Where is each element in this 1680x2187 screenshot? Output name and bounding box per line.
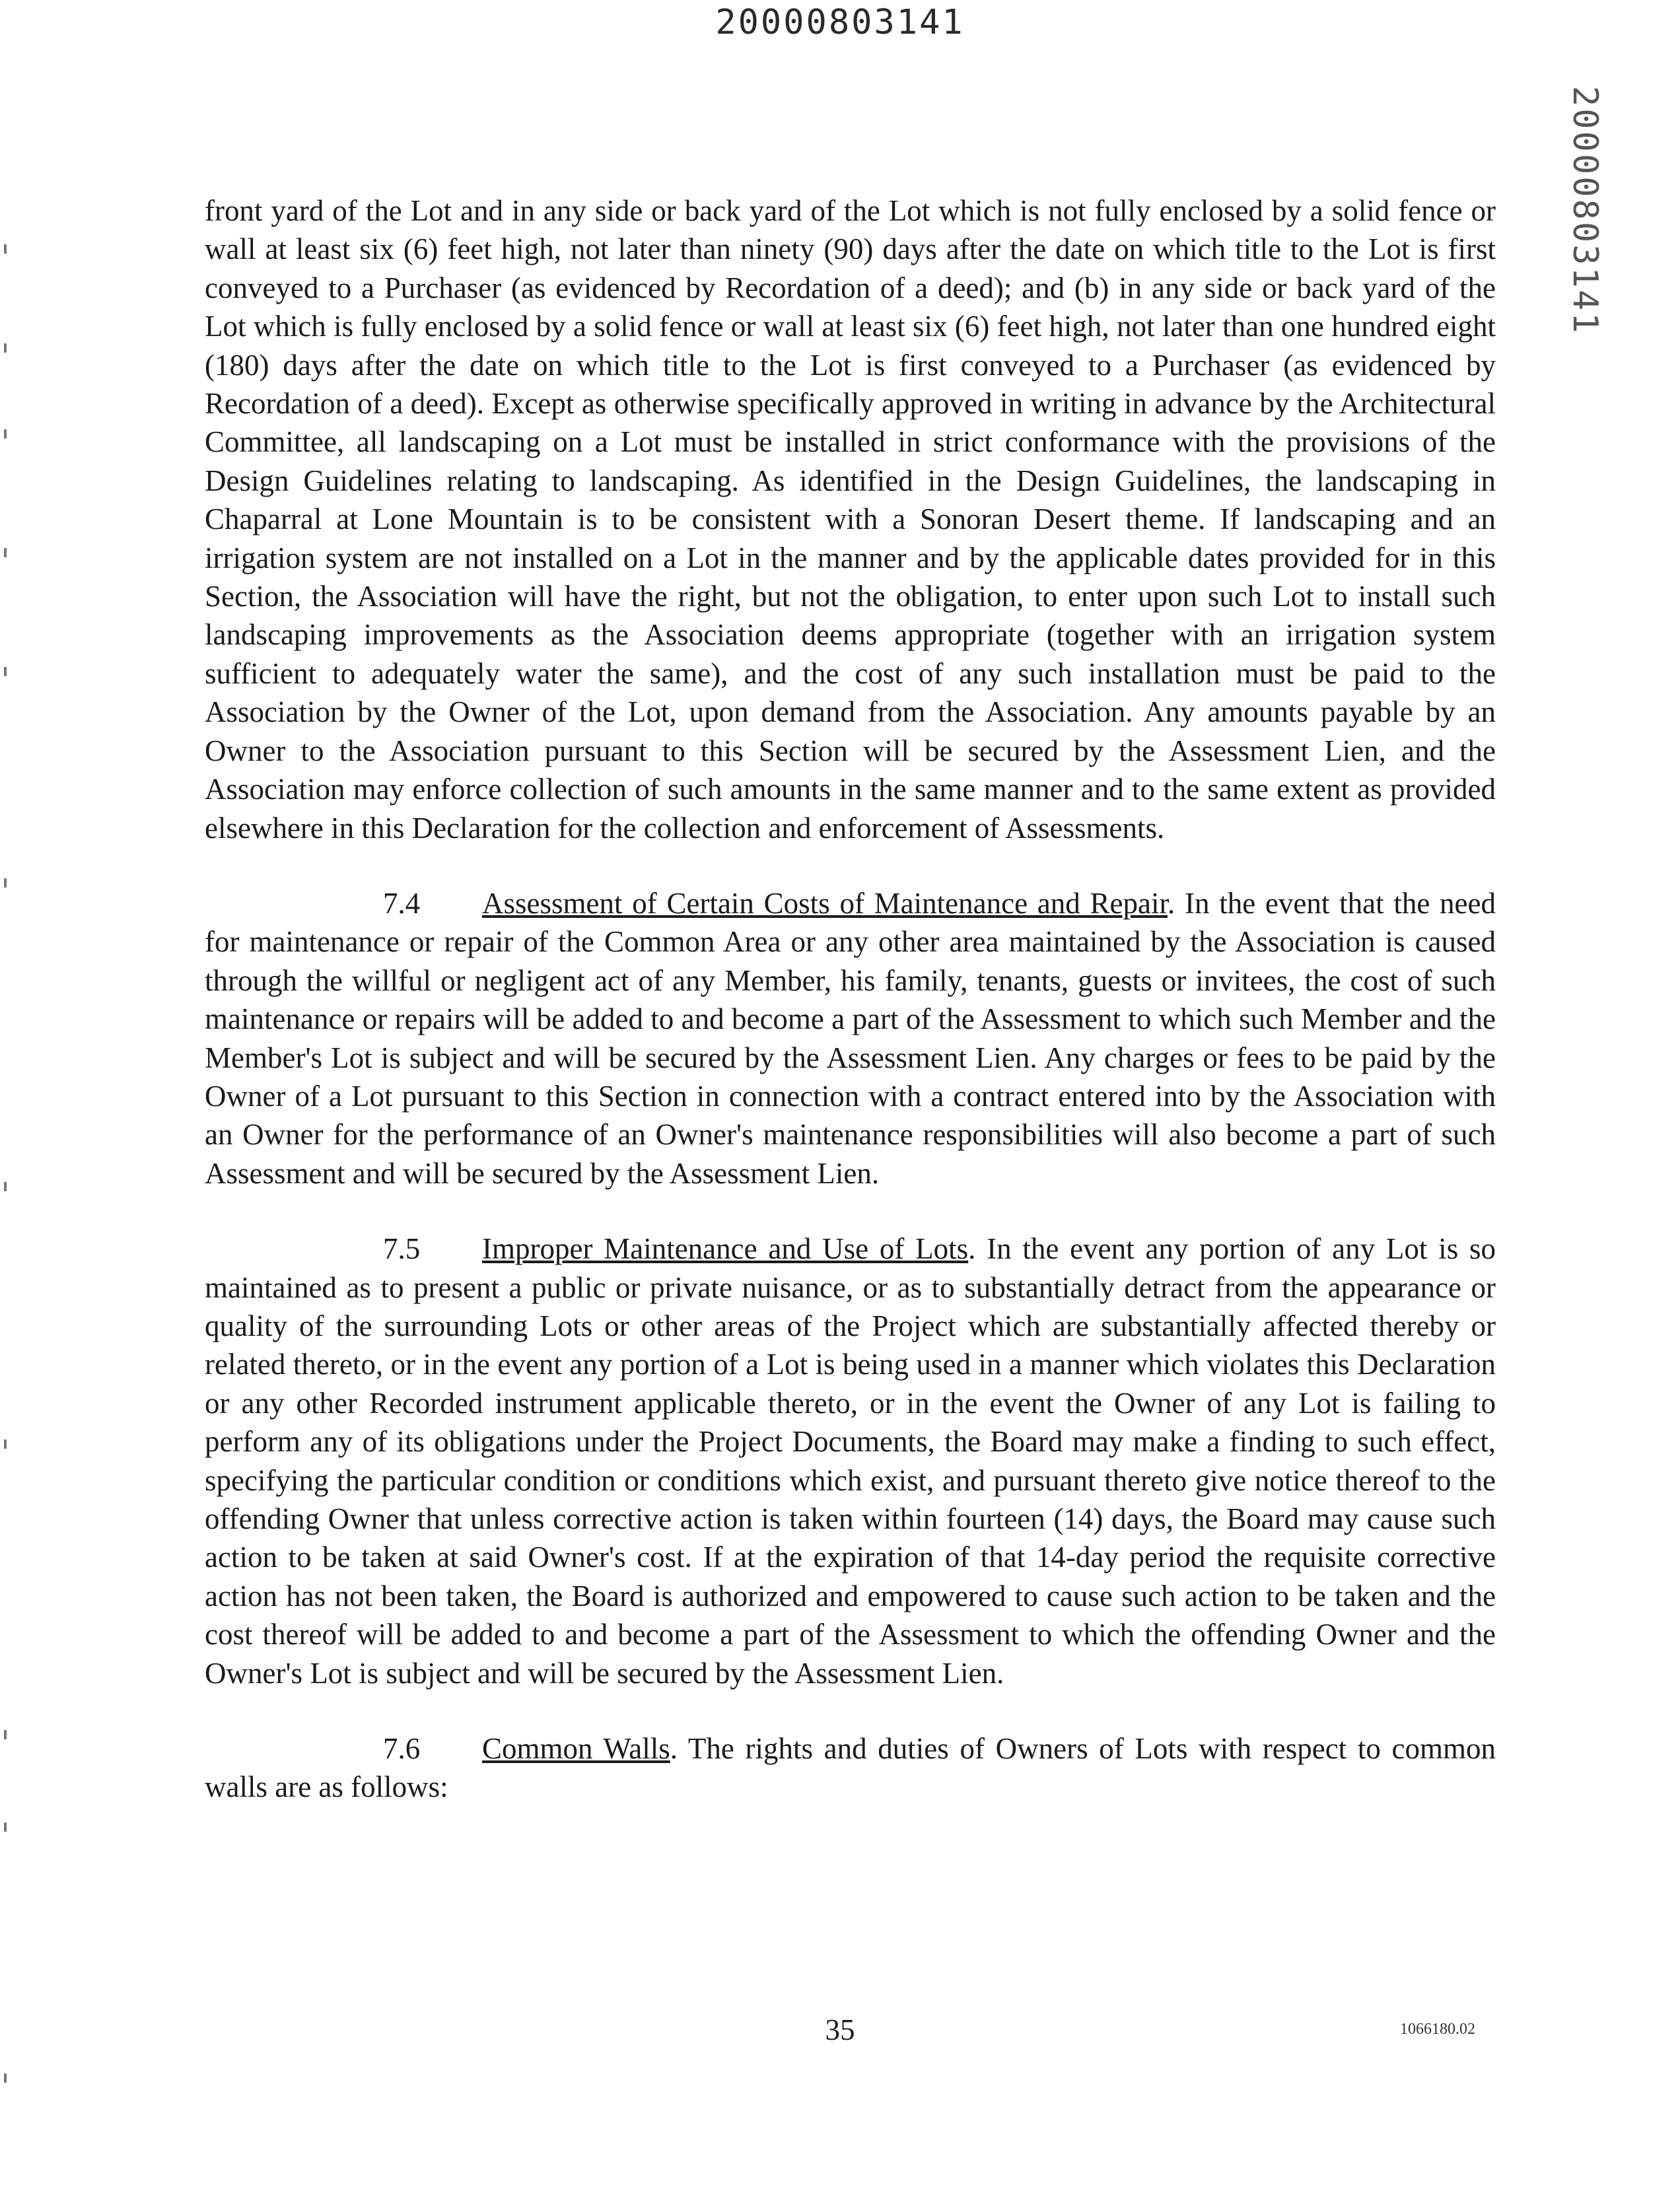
section-text: . The rights and duties of Owners of Lots with respect to common walls are as follows: xyxy=(205,1732,1496,1804)
section-heading: Assessment of Certain Costs of Maintenance and Repair xyxy=(482,886,1168,920)
section-number: 7.5 xyxy=(383,1232,421,1266)
recording-number-stamp: 20000803141 xyxy=(715,3,965,42)
section-heading: Improper Maintenance and Use of Lots xyxy=(482,1232,969,1266)
document-body xyxy=(205,191,1496,1807)
section-heading: Common Walls xyxy=(482,1732,670,1766)
section-7-5 xyxy=(205,1230,1496,1692)
section-number: 7.4 xyxy=(383,886,421,920)
section-7-6 xyxy=(205,1729,1496,1807)
scan-margin-marks xyxy=(4,0,11,2187)
section-text: . In the event that the need for maintenance or repair of the Common Area or any other area maintained by the Association is caused through the willful or negligent act of any Member, his family, tenants, guests or invitees, the cost of such maintenance or repairs will be added to and become a part of the Assessment to which such Member and the Member's Lot is subject and will be secured by the Assessment Lien. Any charges or fees to be paid by the Owner of a Lot pursuant to this Section in connection with a contract entered into by the Association with an Owner for the performance of an Owner's maintenance responsibilities will also become a part of such Assessment and will be secured by the Assessment Lien. xyxy=(205,886,1496,1190)
document-id: 1066180.02 xyxy=(1400,2021,1475,2038)
section-text: . In the event any portion of any Lot is so maintained as to present a public or private nuisance, or as to substantially detract from the appearance or quality of the surrounding Lots or other areas of the Project which are substantially affected thereby or related thereto, or in the event any portion of a Lot is being used in a manner which violates this Declaration or any other Recorded instrument applicable thereto, or in the event the Owner of any Lot is failing to perform any of its obligations under the Project Documents, the Board may make a finding to such effect, specifying the particular condition or conditions which exist, and pursuant thereto give notice thereof to the offending Owner that unless corrective action is taken within fourteen (14) days, the Board may cause such action to be taken at said Owner's cost. If at the expiration of that 14-day period the requisite corrective action has not been taken, the Board is authorized and empowered to cause such action to be taken and the cost thereof will be added to and become a part of the Assessment to which the offending Owner and the Owner's Lot is subject and will be secured by the Assessment Lien. xyxy=(205,1232,1496,1690)
continuation-paragraph: front yard of the Lot and in any side or back yard of the Lot which is not fully enclosed by a solid fence or wall at least six (6) feet high, not later than ninety (90) days after the date on which title to the Lot is first conveyed to a Purchaser (as evidenced by Recordation of a deed); and (b) in any side or back yard of the Lot which is fully enclosed by a solid fence or wall at least six (6) feet high, not later than one hundred eight (180) days after the date on which title to the Lot is first conveyed to a Purchaser (as evidenced by Recordation of a deed). Except as otherwise specifically approved in writing in advance by the Architectural Committee, all landscaping on a Lot must be installed in strict conformance with the provisions of the Design Guidelines relating to landscaping. As identified in the Design Guidelines, the landscaping in Chaparral at Lone Mountain is to be consistent with a Sonoran Desert theme. If landscaping and an irrigation system are not installed on a Lot in the manner and by the applicable dates provided for in this Section, the Association will have the right, but not the obligation, to enter upon such Lot to install such landscaping improvements as the Association deems appropriate (together with an irrigation system sufficient to adequately water the same), and the cost of any such installation must be paid to the Association by the Owner of the Lot, upon demand from the Association. Any amounts payable by an Owner to the Association pursuant to this Section will be secured by the Assessment Lien, and the Association may enforce collection of such amounts in the same manner and to the same extent as provided elsewhere in this Declaration for the collection and enforcement of Assessments. xyxy=(205,194,1496,845)
page-number: 35 xyxy=(825,2013,855,2046)
recording-number-side-stamp: 20000803141 xyxy=(1565,86,1605,335)
section-number: 7.6 xyxy=(383,1732,421,1766)
section-7-4 xyxy=(205,884,1496,1193)
